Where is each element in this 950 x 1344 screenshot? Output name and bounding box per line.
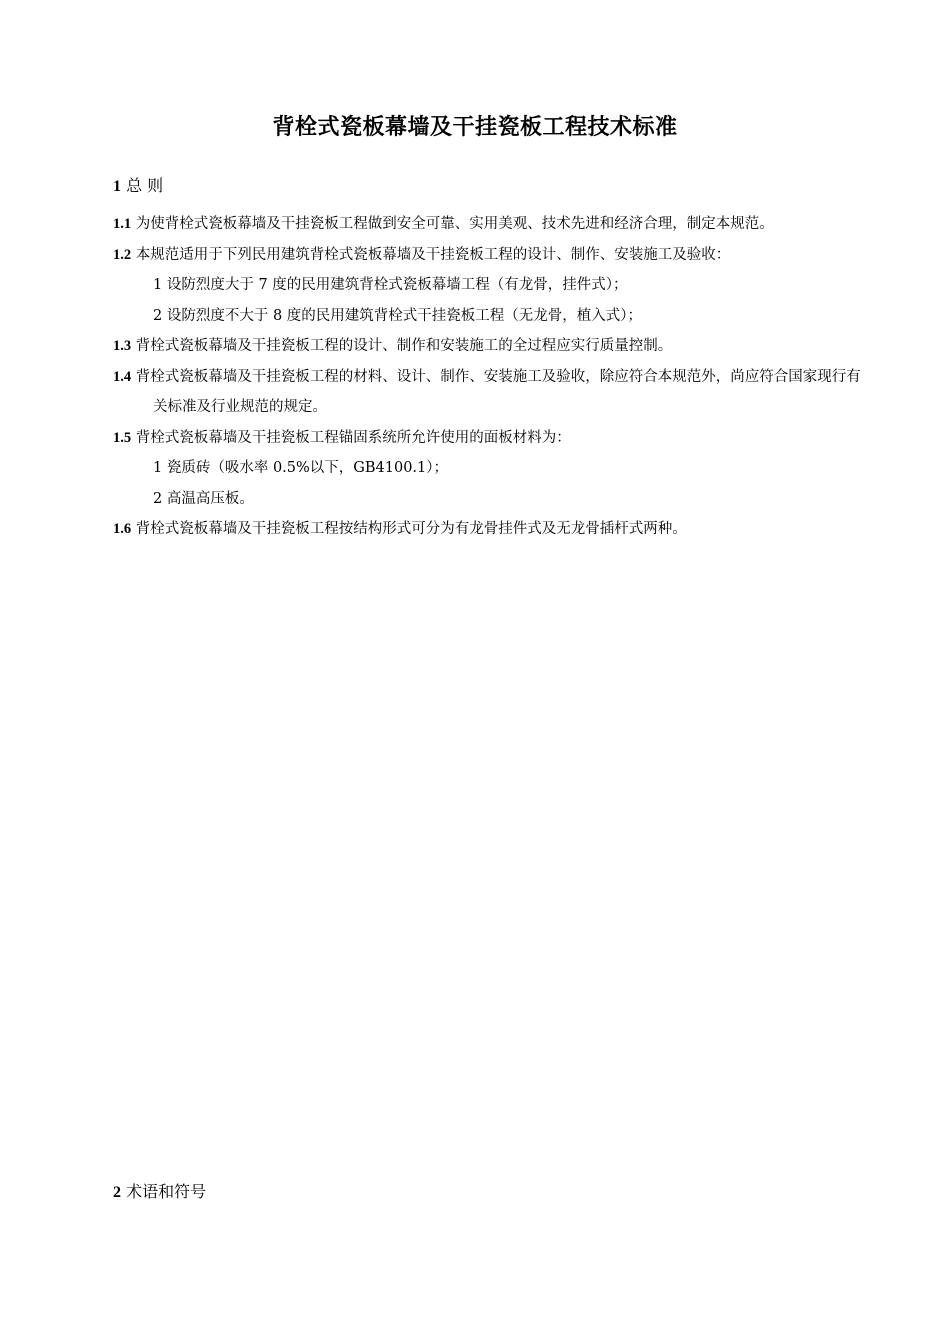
document-title: 背栓式瓷板幕墙及干挂瓷板工程技术标准	[272, 115, 678, 140]
clause-1-3: 1.3 背栓式瓷板幕墙及干挂瓷板工程的设计、制作和安装施工的全过程应实行质量控制。	[113, 338, 673, 354]
chapter-2-heading	[113, 1179, 206, 1202]
chapter-number: 1	[113, 178, 121, 195]
clause-list	[113, 209, 863, 545]
clause-1-4: 1.4 背栓式瓷板幕墙及干挂瓷板工程的材料、设计、制作、安装施工及验收，除应符合本规范外，尚应符合国家现行有关标准及行业规范的规定。	[113, 368, 861, 415]
chapter-title: 总 则	[126, 176, 164, 195]
list-item: 2 设防烈度不大于 8 度的民用建筑背栓式干挂瓷板工程（无龙骨，植入式）；	[153, 307, 643, 324]
clause-1-2: 1.2 本规范适用于下列民用建筑背栓式瓷板幕墙及干挂瓷板工程的设计、制作、安装施工及验收：	[113, 246, 731, 263]
chapter-title: 术语和符号	[126, 1182, 207, 1201]
clause-1-1: 1.1 为使背栓式瓷板幕墙及干挂瓷板工程做到安全可靠、实用美观、技术先进和经济合理，制定本规范。	[113, 216, 774, 232]
chapter-1-heading	[113, 173, 163, 196]
clause-1-5: 1.5 背栓式瓷板幕墙及干挂瓷板工程锚固系统所允许使用的面板材料为：	[113, 429, 571, 446]
list-item: 2 高温高压板。	[153, 490, 254, 507]
clause-1-6: 1.6 背栓式瓷板幕墙及干挂瓷板工程按结构形式可分为有龙骨挂件式及无龙骨插杆式两种。	[113, 521, 687, 537]
list-item: 1 设防烈度大于 7 度的民用建筑背栓式瓷板幕墙工程（有龙骨，挂件式）；	[153, 277, 628, 293]
list-item: 1 瓷质砖（吸水率 0.5%以下，GB4100.1）；	[153, 460, 449, 476]
chapter-number: 2	[113, 1184, 121, 1201]
